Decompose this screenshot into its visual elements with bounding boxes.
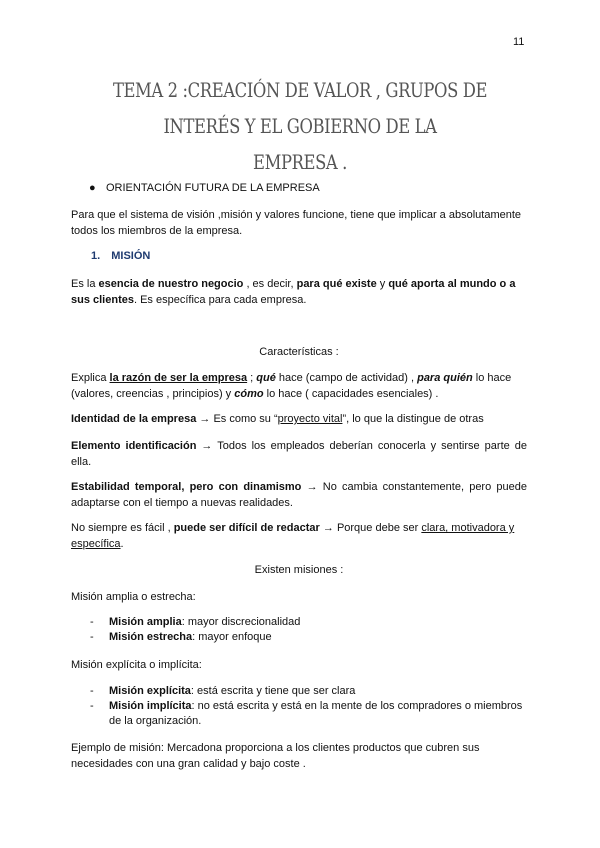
ejemplo-paragraph: Ejemplo de misión: Mercadona proporciona a los clientes productos que cubren sus necesidades con una gran calidad y bajo coste . [71,742,480,770]
page-number: 11 [513,36,525,48]
intro-paragraph: Para que el sistema de visión ,misión y valores funcione, tiene que implicar a absolutamente todos los miembros de la empresa. [71,209,522,237]
section-title: MISIÓN [111,250,151,262]
explicita-intro: Misión explícita o implícita: [71,659,202,671]
list-item: - Misión amplia: mayor discrecionalidad [90,616,301,628]
estabilidad-paragraph: Estabilidad temporal, pero con dinamismo → No cambia constantemente, pero puede adaptarse con el tiempo a nuevas realidades. [71,481,527,509]
page-title [103,72,497,180]
amplia-intro: Misión amplia o estrecha: [71,591,196,603]
bullet-dot-icon: ● [89,182,96,194]
section-heading [71,248,527,264]
bullet-heading-text: ORIENTACIÓN FUTURA DE LA EMPRESA [106,182,320,194]
definition-paragraph: Es la esencia de nuestro negocio , es decir, para qué existe y qué aporta al mundo o a sus clientes. Es específica para cada empresa. [71,278,516,306]
identidad-paragraph: Identidad de la empresa → Es como su “proyecto vital”, lo que la distingue de otras [71,413,484,425]
list-item: - Misión explícita: está escrita y tiene que ser clara [90,685,356,697]
section-number: 1. [91,250,101,262]
title-line-2: EMPRESA . [253,150,347,174]
title-line-1: TEMA 2 :CREACIÓN DE VALOR , GRUPOS DE INTERÉS Y EL GOBIERNO DE LA [112,78,488,138]
list-item: - Misión estrecha: mayor enfoque [90,631,272,643]
amplia-list [90,615,530,645]
existen-heading: Existen misiones : [254,564,344,576]
caracteristicas-heading: Características : [259,346,339,358]
list-item: - Misión implícita: no está escrita y está en la mente de los compradores o miembros de la organización. [90,700,523,727]
facil-paragraph: No siempre es fácil , puede ser difícil de redactar → Porque debe ser clara, motivadora y específica. [71,522,515,550]
explica-paragraph: Explica la razón de ser la empresa ; qué hace (campo de actividad) , para quién lo hace (valores, creencias , principios) y cómo lo hace ( capacidades esenciales) . [71,372,512,400]
explicita-list [90,684,530,729]
elemento-paragraph: Elemento identificación → Todos los empleados deberían conocerla y sentirse parte de ella. [71,440,527,468]
